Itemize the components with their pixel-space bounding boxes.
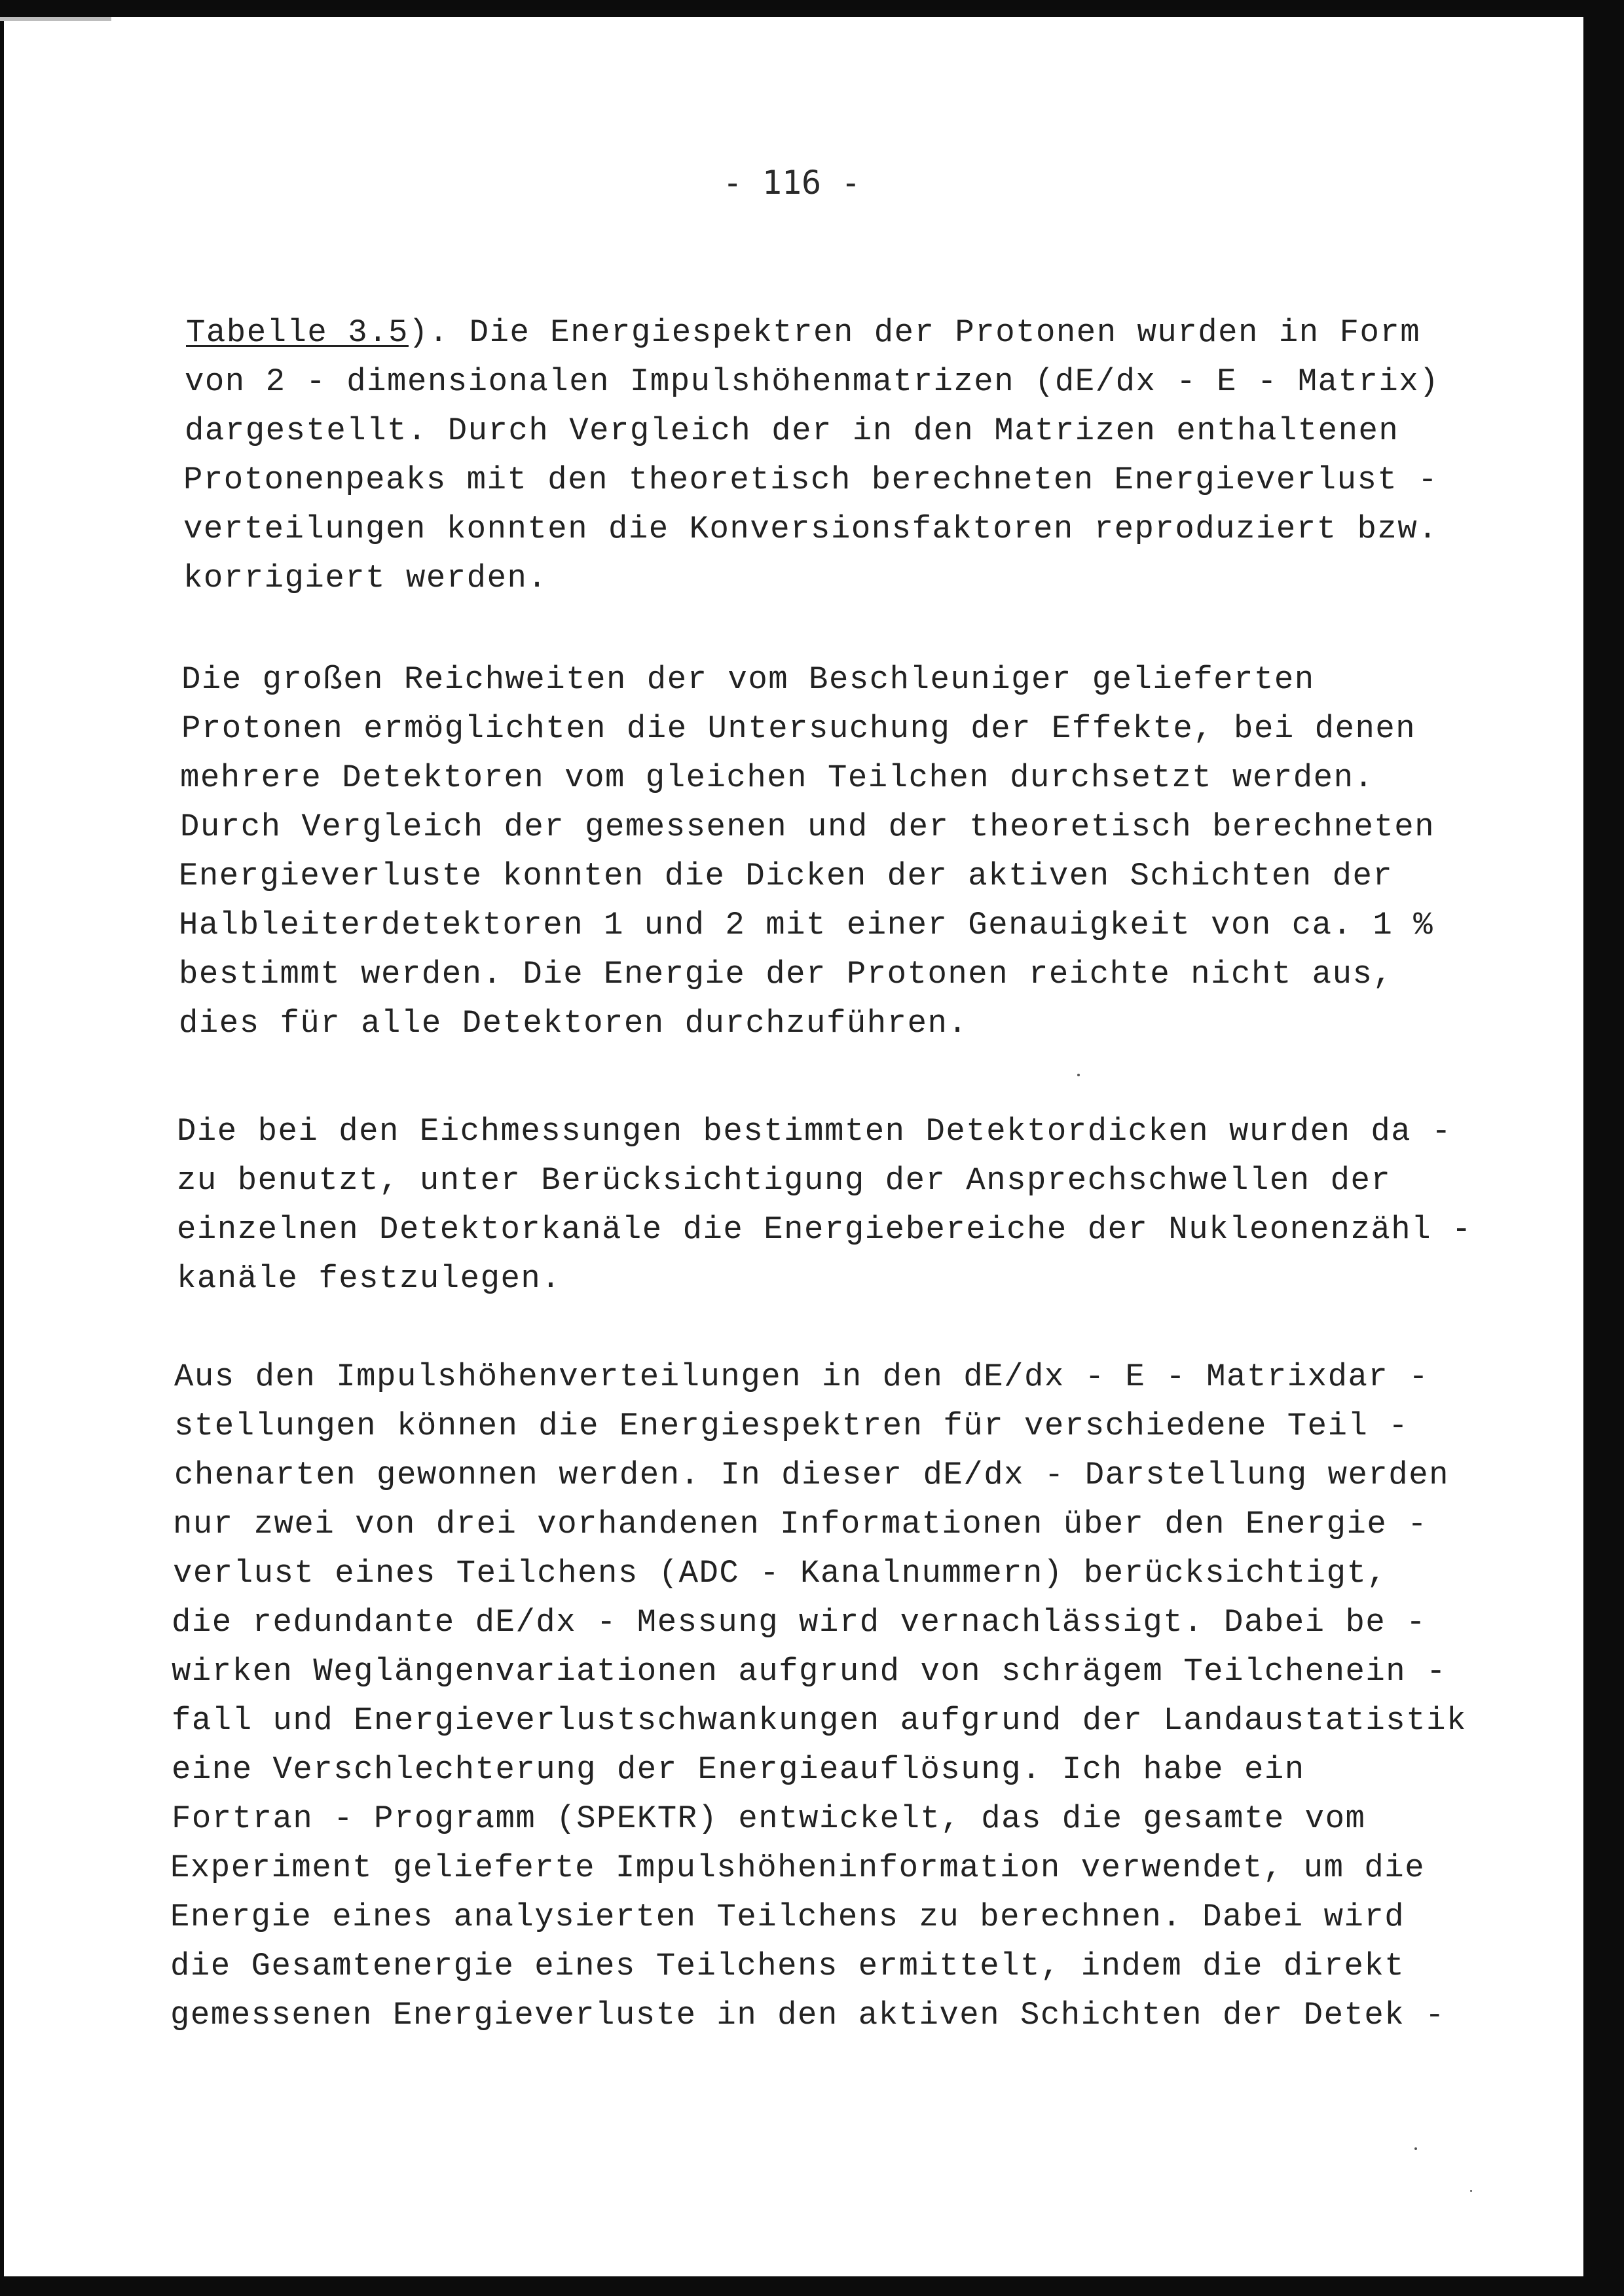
text-line: Halbleiterdetektoren 1 und 2 mit einer Genauigkeit von ca. 1 %: [179, 907, 1434, 943]
text-line: Die großen Reichweiten der vom Beschleuniger gelieferten: [181, 661, 1315, 698]
scan-speck: [1077, 1074, 1080, 1076]
text-line: zu benutzt, unter Berücksichtigung der Ansprechschwellen der: [177, 1162, 1392, 1199]
text-line: Protonenpeaks mit den theoretisch berechneten Energieverlust -: [183, 462, 1439, 498]
text-line: Experiment gelieferte Impulshöheninformation verwendet, um die: [170, 1850, 1426, 1886]
text-line: stellungen können die Energiespektren für verschiedene Teil -: [174, 1408, 1409, 1444]
text-line: dies für alle Detektoren durchzuführen.: [179, 1005, 969, 1042]
text-line: korrigiert werden.: [183, 560, 548, 596]
scan-border-top: [0, 0, 1624, 17]
scan-speck: [1414, 2147, 1417, 2150]
text-line: einzelnen Detektorkanäle die Energiebereiche der Nukleonenzähl -: [177, 1211, 1472, 1248]
text-line: wirken Weglängenvariationen aufgrund von schrägem Teilchenein -: [172, 1653, 1447, 1690]
scan-corner-mark: [0, 17, 111, 21]
text-line: nur zwei von drei vorhandenen Informationen über den Energie -: [173, 1506, 1428, 1542]
text-line: verteilungen konnten die Konversionsfaktoren reproduziert bzw.: [183, 511, 1439, 547]
scan-border-bottom: [0, 2276, 1624, 2296]
text-line: Protonen ermöglichten die Untersuchung der Effekte, bei denen: [181, 710, 1416, 747]
page-number: - 116 -: [722, 164, 861, 202]
text-line: dargestellt. Durch Vergleich der in den Matrizen enthaltenen: [185, 412, 1399, 449]
text-line: verlust eines Teilchens (ADC - Kanalnummern) berücksichtigt,: [173, 1555, 1388, 1592]
text-line: Fortran - Programm (SPEKTR) entwickelt, das die gesamte vom: [172, 1800, 1366, 1837]
text-line: Energie eines analysierten Teilchens zu berechnen. Dabei wird: [170, 1899, 1405, 1935]
text-line: bestimmt werden. Die Energie der Protonen reichte nicht aus,: [179, 956, 1393, 993]
text-line: von 2 - dimensionalen Impulshöhenmatrizen (dE/dx - E - Matrix): [185, 363, 1440, 400]
text-line: Durch Vergleich der gemessenen und der theoretisch berechneten: [180, 809, 1435, 845]
text-line: Tabelle 3.5). Die Energiespektren der Protonen wurden in Form: [186, 314, 1421, 351]
text-line: kanäle festzulegen.: [177, 1260, 562, 1297]
text-line: die Gesamtenergie eines Teilchens ermittelt, indem die direkt: [170, 1948, 1405, 1984]
scan-border-right: [1583, 0, 1624, 2296]
text-line: gemessenen Energieverluste in den aktiven Schichten der Detek -: [170, 1997, 1446, 2033]
text-line: mehrere Detektoren vom gleichen Teilchen durchsetzt werden.: [180, 759, 1375, 796]
text-line: Aus den Impulshöhenverteilungen in den dE/dx - E - Matrixdar -: [174, 1358, 1430, 1395]
scan-speck: [1470, 2190, 1472, 2192]
text-line: chenarten gewonnen werden. In dieser dE/dx - Darstellung werden: [174, 1457, 1450, 1493]
text-line: fall und Energieverlustschwankungen aufgrund der Landaustatistik: [172, 1702, 1467, 1739]
text-line: die redundante dE/dx - Messung wird vernachlässigt. Dabei be -: [172, 1604, 1427, 1641]
table-reference: Tabelle 3.5: [186, 314, 409, 351]
scan-border-left: [0, 0, 4, 2296]
text-line: Die bei den Eichmessungen bestimmten Detektordicken wurden da -: [177, 1113, 1452, 1150]
text-line: Energieverluste konnten die Dicken der aktiven Schichten der: [179, 858, 1393, 894]
text-line: eine Verschlechterung der Energieauflösung. Ich habe ein: [172, 1751, 1305, 1788]
